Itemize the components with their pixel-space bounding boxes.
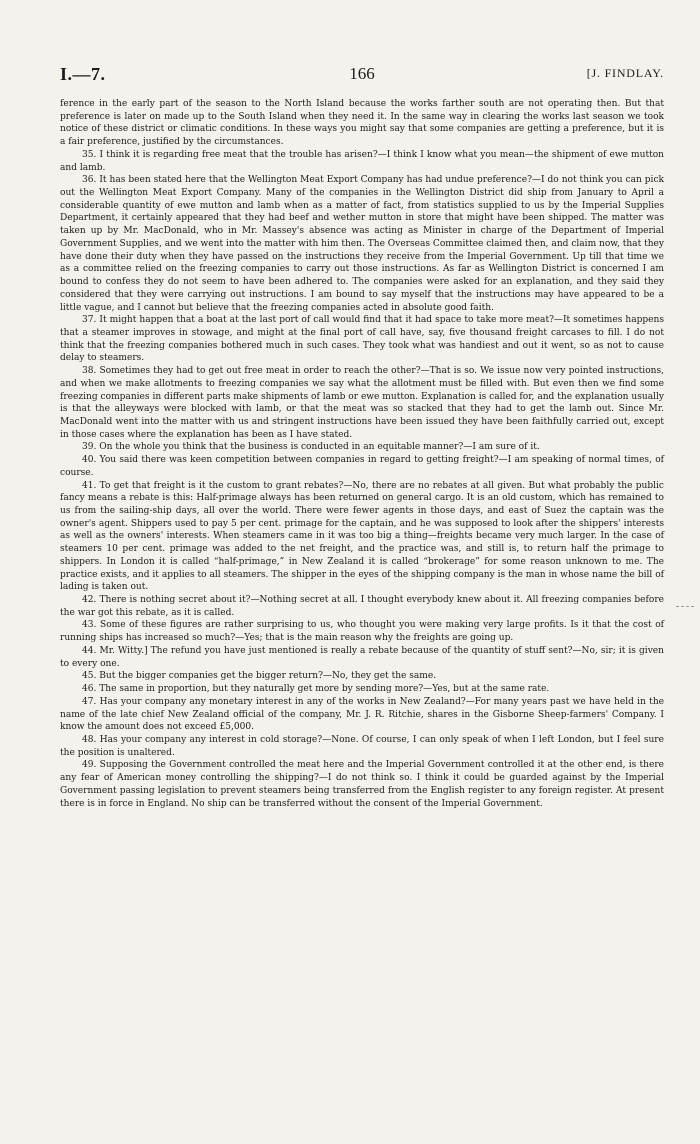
paragraph: 35. I think it is regarding free meat that the trouble has arisen?—I think I know what you mean—the shipment of ewe mutton and lamb. xyxy=(60,149,664,173)
paragraph: 49. Supposing the Government controlled the meat here and the Imperial Government controlled it at the other end, is there any fear of American money controlling the shipping?—I do not think so. I think it could be guarded against by the Imperial Government passing legislation to prevent steamers being transferred from the English register to any foreign register. At present there is in force in England. No ship can be transferred without the consent of the Imperial Government. xyxy=(60,760,664,809)
paragraph: 39. On the whole you think that the business is conducted in an equitable manner?—I am sure of it. xyxy=(82,442,540,453)
paragraph: 36. It has been stated here that the Wellington Meat Export Company has had undue preference?—I do not think you can pick out the Wellington Meat Export Company. Many of the companies in the Wellington District did ship from January to April a considerable quantity of ewe mutton and lamb when as a matter of fact, from statistics supplied to us by the Imperial Supplies Department, it certainly appeared that they had beef and wether mutton in store that might have been shipped. The matter was taken up by Mr. MacDonald, who in Mr. Massey's absence was acting as Minister in charge of the Department of Imperial Government Supplies, and we went into the matter with him then. The Overseas Committee claimed then, and claim now, that they have done their duty when they have passed on the instructions they receive from the Imperial Government. Up till that time we as a committee relied on the freezing companies to carry out those instructions. As far as Wellington District is concerned I am bound to confess they do not seem to have been adhered to. The companies were asked for an explanation, and they said they considered that they were carrying out instructions. I am bound to say myself that the instructions may have appeared to be a little vague, and I cannot but believe that the freezing companies acted in absolute good faith. xyxy=(60,175,665,313)
witness-name: [J. FINDLAY. xyxy=(586,66,664,80)
paragraph: 44. Mr. Witty.] The refund you have just mentioned is really a rebate because of the quantity of stuff sent?—No, sir; it is given to every one. xyxy=(60,645,664,669)
paragraph: 43. Some of these figures are rather surprising to us, who thought you were making very large profits. Is it that the cost of running ships has increased so much?—Yes; that is the main reason why the freights are going up. xyxy=(60,620,664,644)
paragraph: 40. You said there was keen competition between companies in regard to getting freight?—I am speaking of normal times, of course. xyxy=(60,455,664,478)
evidence-text xyxy=(60,98,664,810)
page-header xyxy=(60,64,664,88)
page-number: 166 xyxy=(349,64,375,83)
paragraph: 47. Has your company any monetary interest in any of the works in New Zealand?—For many years past we have held in the name of the late chief New Zealand official of the company, Mr. J. R. Ritchie, shares in the Gisborne Sheep-farmers' Company. I know the amount does not exceed £5,000. xyxy=(60,696,664,733)
paragraph: ference in the early part of the season to the North Island because the works farther south are not operating then. But that preference is later on made up to the South Island when they need it. In the same way in clearing the works last season we took notice of these district or climatic conditions. In these ways you might say that some companies are getting a preference, but it is a fair preference, justified by the circumstances. xyxy=(60,99,664,148)
margin-mark xyxy=(676,606,694,607)
session-reference: I.—7. xyxy=(60,64,106,84)
document-page xyxy=(60,64,664,810)
paragraph: 48. Has your company any interest in cold storage?—None. Of course, I can only speak of when I left London, but I feel sure the position is unaltered. xyxy=(60,734,664,758)
paragraph: 45. But the bigger companies get the bigger return?—No, they get the same. xyxy=(82,671,437,682)
paragraph: 37. It might happen that a boat at the last port of call would find that it had space to take more meat?—It sometimes happens that a steamer improves in stowage, and might at the final port of call have, say, five thousand freight carcases to fill. I do not think that the freezing companies bothered much in such cases. They took what was handiest and out it went, so as not to cause delay to steamers. xyxy=(60,315,664,364)
paragraph: 42. There is nothing secret about it?—Nothing secret at all. I thought everybody knew about it. All freezing companies before the war got this rebate, as it is called. xyxy=(60,595,664,618)
paragraph: 38. Sometimes they had to get out free meat in order to reach the other?—That is so. We issue now very pointed instructions, and when we make allotments to freezing companies we say what the allotment must be filled with. But even then we find some freezing companies in different parts make shipments of lamb or ewe mutton. Explanation is called for, and the explanation usually is that the alleyways were blocked with lamb, or that the meat was so stacked that they had to get the lamb out. Since Mr. MacDonald went into the matter with us and stringent instructions have been issued they have been faithfully carried out, except in those cases where the explanation has been as I have stated. xyxy=(60,366,664,440)
paragraph: 41. To get that freight is it the custom to grant rebates?—No, there are no rebates at all given. But what probably the public fancy means a rebate is this: Half-primage always has been returned on general cargo. It is an old custom, which has remained to us from the sailing-ship days, all over the world. There were fewer agents in those days, and east of Suez the captain was the owner's agent. Shippers used to pay 5 per cent. primage for the captain, and he was supposed to look after the shippers' interests as well as the owners' interests. When steamers came in it was too big a thing—freights became very much larger. In the case of steamers 10 per cent. primage was added to the net freight, and the practice was, and still is, to return half the primage to shippers. In London it is called “half-primage,” in New Zealand it is called “brokerage” for some reason unknown to me. The practice exists, and it applies to all steamers. The shipper in the eyes of the shipping company is the man in whose name the bill of lading is taken out. xyxy=(60,480,664,593)
paragraph: 46. The same in proportion, but they naturally get more by sending more?—Yes, but at the same rate. xyxy=(82,684,550,695)
